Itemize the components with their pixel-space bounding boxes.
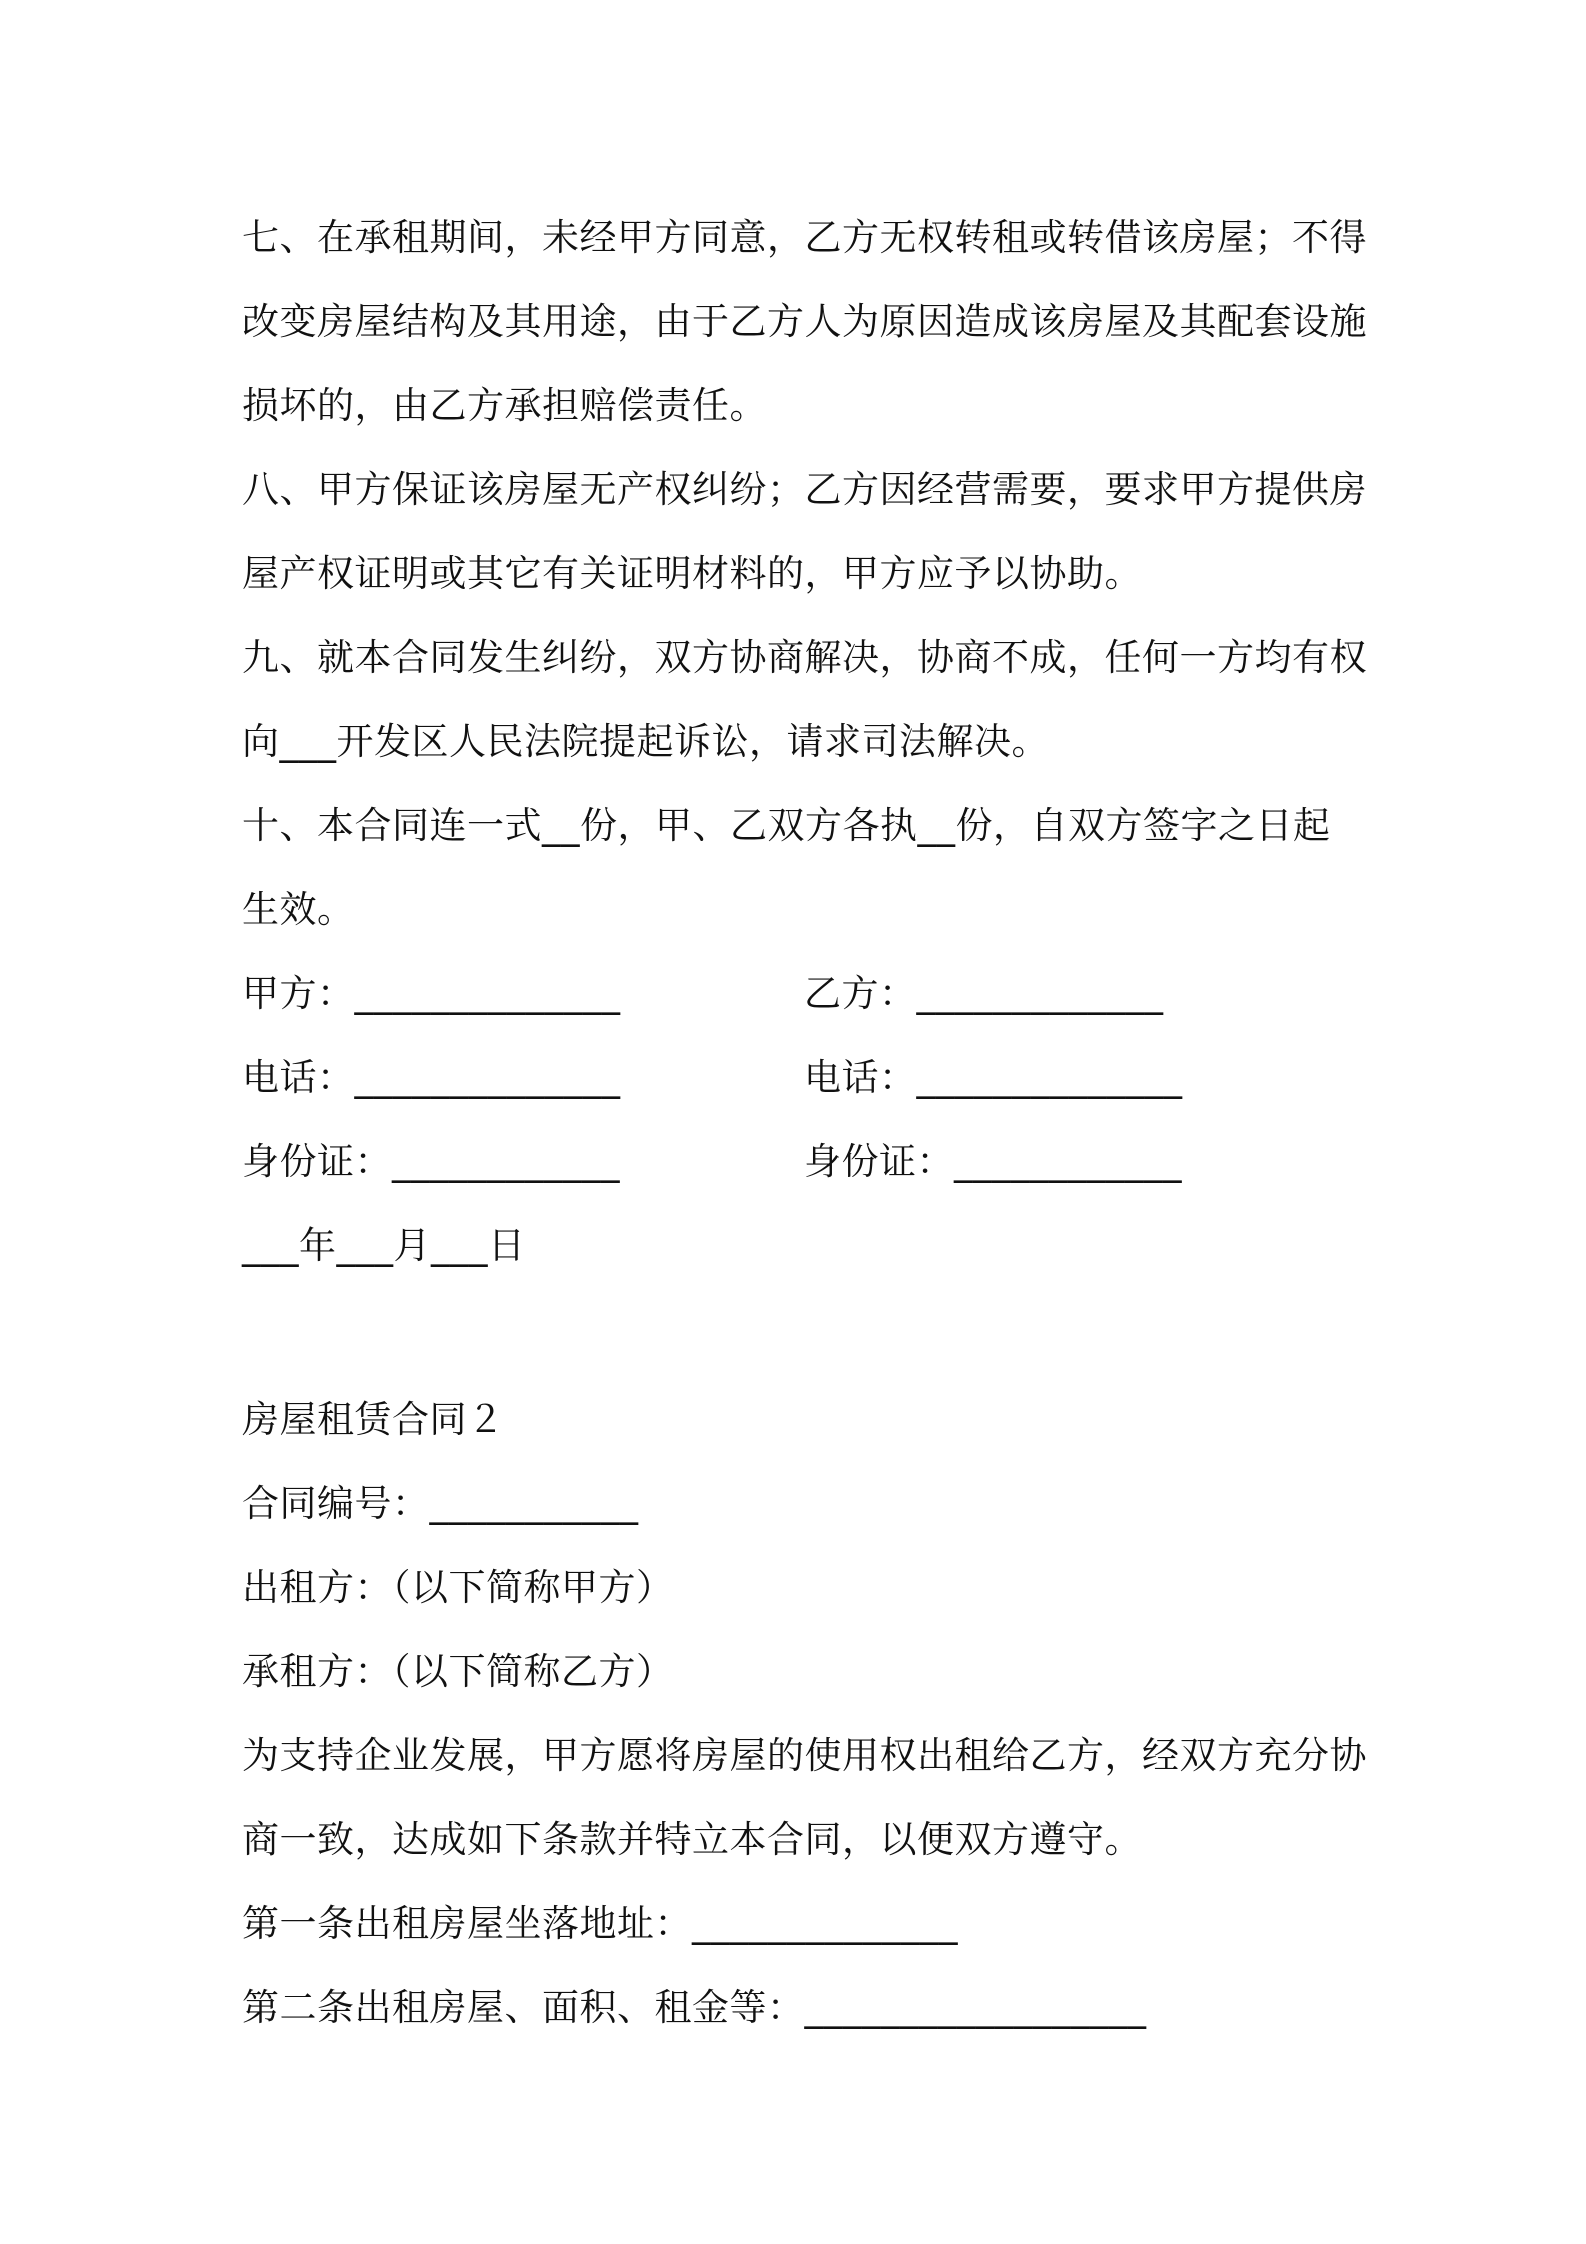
party-b-signature: 乙方：_____________ — [804, 972, 1164, 1015]
signature-row-phone — [242, 1036, 1362, 1120]
signature-row-id — [242, 1120, 1362, 1204]
party-a-id: 身份证：____________ — [242, 1140, 620, 1183]
clause-10-line-2: 生效。 — [242, 888, 355, 931]
clause-7-line-1: 七、在承租期间，未经甲方同意，乙方无权转租或转借该房屋；不得 — [242, 216, 1367, 259]
clause-10-line-1: 十、本合同连一式__份，甲、乙双方各执__份，自双方签字之日起 — [242, 804, 1331, 847]
party-a-signature: 甲方：______________ — [242, 972, 621, 1015]
clause-8-line-2: 屋产权证明或其它有关证明材料的，甲方应予以协助。 — [242, 552, 1142, 595]
clause-7-line-2: 改变房屋结构及其用途，由于乙方人为原因造成该房屋及其配套设施 — [242, 300, 1367, 343]
article-1: 第一条出租房屋坐落地址：______________ — [242, 1902, 958, 1945]
party-a-phone: 电话：______________ — [242, 1056, 621, 1099]
contract-2-title: 房屋租赁合同２ — [242, 1398, 505, 1441]
party-b-phone: 电话：______________ — [804, 1056, 1183, 1099]
clause-9-line-1: 九、就本合同发生纠纷，双方协商解决，协商不成，任何一方均有权 — [242, 636, 1367, 679]
clause-7-line-3: 损坏的，由乙方承担赔偿责任。 — [242, 384, 767, 427]
section-spacer — [242, 1288, 1362, 1378]
lessor-line: 出租方：（以下简称甲方） — [242, 1566, 674, 1609]
document-page — [242, 196, 1367, 2050]
contract-number: 合同编号：___________ — [242, 1482, 639, 1525]
intro-line-2: 商一致，达成如下条款并特立本合同，以便双方遵守。 — [242, 1818, 1142, 1861]
article-2: 第二条出租房屋、面积、租金等：__________________ — [242, 1986, 1147, 2029]
signature-date: ___年___月___日 — [242, 1224, 526, 1267]
intro-line-1: 为支持企业发展，甲方愿将房屋的使用权出租给乙方，经双方充分协 — [242, 1734, 1367, 1777]
clause-9-line-2: 向___开发区人民法院提起诉讼，请求司法解决。 — [242, 720, 1049, 763]
party-b-id: 身份证：____________ — [804, 1140, 1182, 1183]
clause-8-line-1: 八、甲方保证该房屋无产权纠纷；乙方因经营需要，要求甲方提供房 — [242, 468, 1367, 511]
signature-row-party — [242, 952, 1362, 1036]
lessee-line: 承租方：（以下简称乙方） — [242, 1650, 674, 1693]
